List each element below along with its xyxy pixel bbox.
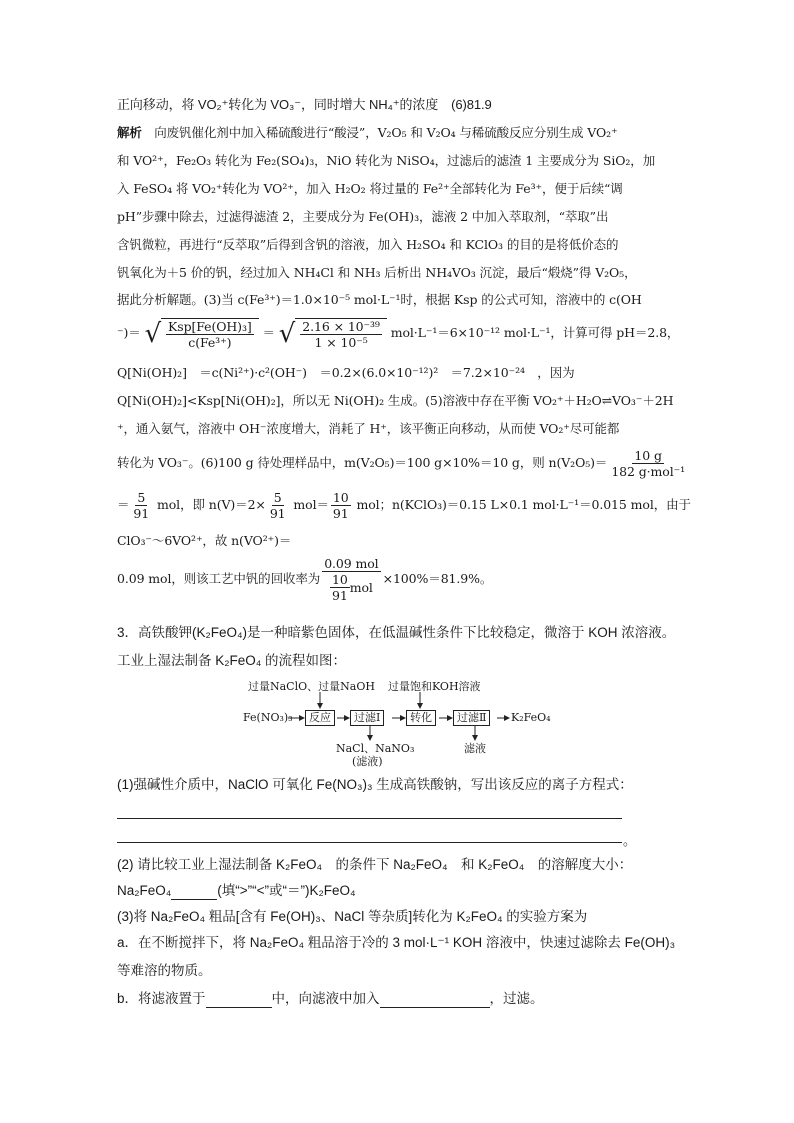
frac-den: 91 (133, 506, 150, 521)
line12-text: 转化为 VO₃⁻。(6)100 g 待处理样品中，m(V₂O₅)＝100 g×10%＝10 g，则 n(V₂O₅)＝ (117, 455, 608, 470)
formula-result: mol·L⁻¹＝6×10⁻¹² mol·L⁻¹，计算可得 pH＝2.8， (390, 325, 680, 340)
analysis-line-13 (117, 488, 691, 524)
filtrate-label-1b: (滤液) (352, 755, 383, 768)
line13-b: mol，即 n(V)＝2× (153, 497, 266, 512)
question-3-intro: 3．高铁酸钾(K₂FeO₄)是一种暗紫色固体，在低温碱性条件下比较稳定，微溶于 KOH 浓溶液。 (117, 625, 676, 640)
analysis-line-5: 含钒微粒，再进行“反萃取”后得到含钒的溶液，加入 H₂SO₄ 和 KClO₃ 的目的是将低价态的 (117, 237, 619, 252)
qb-middle: 中，向滤液中加入 (271, 991, 380, 1006)
reagent-label-1: 过量NaClO、过量NaOH (248, 680, 375, 693)
inner-unit: mol (349, 580, 373, 595)
question-3-intro-2: 工业上湿法制备 K₂FeO₄ 的流程如图： (117, 653, 347, 668)
recovery-denominator (328, 572, 375, 603)
answer-continuation: 正向移动，将 VO₂⁺转化为 VO₃⁻，同时增大 NH₄⁺的浓度 (6)81.9 (117, 97, 492, 112)
step-convert-box: 转化 (406, 710, 436, 726)
moles-fraction (609, 448, 687, 479)
container-blank[interactable] (206, 993, 272, 1008)
question-3-part-2: (2) 请比较工业上湿法制备 K₂FeO₄ 的条件下 Na₂FeO₄ 和 K₂FeO₄ 的溶解度大小： (117, 857, 633, 872)
analysis-line-4: pH”步骤中除去，过滤得滤渣 2，主要成分为 Fe(OH)₃，滤液 2 中加入萃取剂，“萃取”出 (117, 209, 609, 224)
analysis-line-10: Q[Ni(OH)₂]<Ksp[Ni(OH)₂]，所以无 Ni(OH)₂ 生成。(5)溶液中存在平衡 VO₂⁺＋H₂O⇌VO₃⁻＋2H (117, 393, 674, 408)
q2-prefix: Na₂FeO₄ (117, 883, 172, 898)
question-3-part-2-answer (117, 882, 682, 900)
analysis-text-1: 向废钒催化剂中加入稀硫酸进行“酸浸”，V₂O₅ 和 V₂O₄ 与稀硫酸反应分别生成 VO₂⁺ (141, 125, 618, 140)
line15-result: ×100%＝81.9%。 (382, 571, 493, 586)
step-filter-2-box: 过滤Ⅱ (453, 710, 490, 726)
step-a-line-1: a．在不断搅拌下，将 Na₂FeO₄ 粗品溶于冷的 3 mol·L⁻¹ KOH 溶液中，快速过滤除去 Fe(OH)₃ (117, 935, 676, 950)
line13-d: mol；n(KClO₃)＝0.15 L×0.1 mol·L⁻¹＝0.015 mol，由于 (352, 497, 691, 512)
answer-period: 。 (623, 834, 637, 849)
analysis-line-8-formula (117, 316, 682, 356)
answer-line-2[interactable] (117, 842, 622, 843)
question-3-part-1: (1)强碱性介质中，NaClO 可氧化 Fe(NO₃)₃ 生成高铁酸钠，写出该反应的离子方程式： (117, 777, 633, 792)
reagent-label-2: 过量饱和KOH溶液 (388, 680, 481, 693)
recovery-numerator: 0.09 mol (324, 556, 379, 571)
process-flow-chart (240, 678, 570, 768)
fraction-5-91-b (268, 490, 288, 521)
step-reaction-box: 反应 (305, 710, 335, 726)
moles-numerator: 10 g (634, 448, 662, 463)
ksp-numerator: Ksp[Fe(OH)₃] (168, 318, 252, 334)
step-b-line (117, 990, 682, 1008)
product-label: K₂FeO₄ (511, 711, 551, 724)
step-filter-1-box: 过滤Ⅰ (350, 710, 384, 726)
analysis-line-1 (117, 124, 682, 142)
filtrate-label-2: 滤液 (464, 742, 486, 755)
analysis-heading: 解析 (117, 125, 142, 140)
line13-a: ＝ (117, 497, 130, 512)
moles-denominator: 182 g·mol⁻¹ (611, 464, 686, 479)
analysis-line-7: 据此分析解题。(3)当 c(Fe³⁺)＝1.0×10⁻⁵ mol·L⁻¹时，根据 Ksp 的公式可知，溶液中的 c(OH (117, 292, 642, 307)
frac-num: 5 (137, 490, 146, 505)
fraction-5-91-a (131, 490, 151, 521)
fraction-10-91 (331, 490, 351, 521)
value-numerator: 2.16 × 10⁻³⁹ (302, 318, 380, 334)
sqrt-value-expression: √ $\frac{\text{2.16 × 10⁻³⁹}}{\text{1 × 10⁻⁵}}$ (279, 318, 387, 350)
line15-text: 0.09 mol，则该工艺中钒的回收率为 (117, 571, 321, 586)
frac-den: 91 (332, 506, 349, 521)
equals-sign: ＝ (262, 325, 275, 340)
analysis-line-9: Q[Ni(OH)₂] ＝c(Ni²⁺)·c²(OH⁻) ＝0.2×(6.0×10⁻¹²)² ＝7.2×10⁻²⁴ ，因为 (117, 365, 575, 380)
line13-c: mol＝ (289, 497, 329, 512)
value-denominator: 1 × 10⁻⁵ (314, 334, 368, 350)
compare-blank[interactable] (171, 885, 217, 900)
analysis-line-14: ClO₃⁻～6VO²⁺，故 n(VO²⁺)＝ (117, 533, 292, 548)
step-a-line-2: 等难溶的物质。 (117, 963, 212, 978)
filtrate-label-1: NaCl、NaNO₃ (336, 742, 415, 755)
frac-num: 10 (332, 490, 349, 505)
analysis-line-6: 钒氧化为＋5 价的钒，经过加入 NH₄Cl 和 NH₃ 后析出 NH₄VO₃ 沉淀，最后“煅烧”得 V₂O₅， (117, 265, 637, 280)
analysis-line-15 (117, 556, 682, 608)
ksp-denominator: c(Fe³⁺) (188, 334, 232, 350)
q2-suffix: (填“>”“<”或“＝”)K₂FeO₄ (217, 883, 356, 898)
question-3-part-3: (3)将 Na₂FeO₄ 粗品[含有 Fe(OH)₃、NaCl 等杂质]转化为 K₂FeO₄ 的实验方案为 (117, 909, 588, 924)
analysis-line-12 (117, 446, 686, 482)
qb-suffix: ，过滤。 (489, 991, 544, 1006)
frac-den: 91 (269, 506, 286, 521)
answer-line-1[interactable] (117, 818, 622, 819)
inner-den: 91 (331, 588, 348, 603)
start-material: Fe(NO₃)₃ (243, 711, 293, 724)
analysis-line-2: 和 VO²⁺，Fe₂O₃ 转化为 Fe₂(SO₄)₃，NiO 转化为 NiSO₄，过滤后的滤渣 1 主要成分为 SiO₂，加 (117, 153, 656, 168)
frac-num: 5 (273, 490, 282, 505)
reagent-blank[interactable] (380, 993, 490, 1008)
recovery-fraction (322, 556, 380, 603)
inner-num: 10 (331, 572, 348, 587)
analysis-line-11: ⁺，通入氨气，溶液中 OH⁻浓度增大，消耗了 H⁺，该平衡正向移动，从而使 VO₂⁺尽可能都 (117, 421, 620, 436)
analysis-line-3: 入 FeSO₄ 将 VO₂⁺转化为 VO²⁺，加入 H₂O₂ 将过量的 Fe²⁺全部转化为 Fe³⁺，便于后续“调 (117, 181, 623, 196)
sqrt-ksp-expression: √ $\frac{\text{Ksp[Fe(OH)₃]}}{\text{c(Fe³⁺)}}$ (145, 318, 259, 350)
qb-prefix: b．将滤液置于 (117, 991, 206, 1006)
formula-prefix: ⁻)＝ (117, 325, 141, 340)
